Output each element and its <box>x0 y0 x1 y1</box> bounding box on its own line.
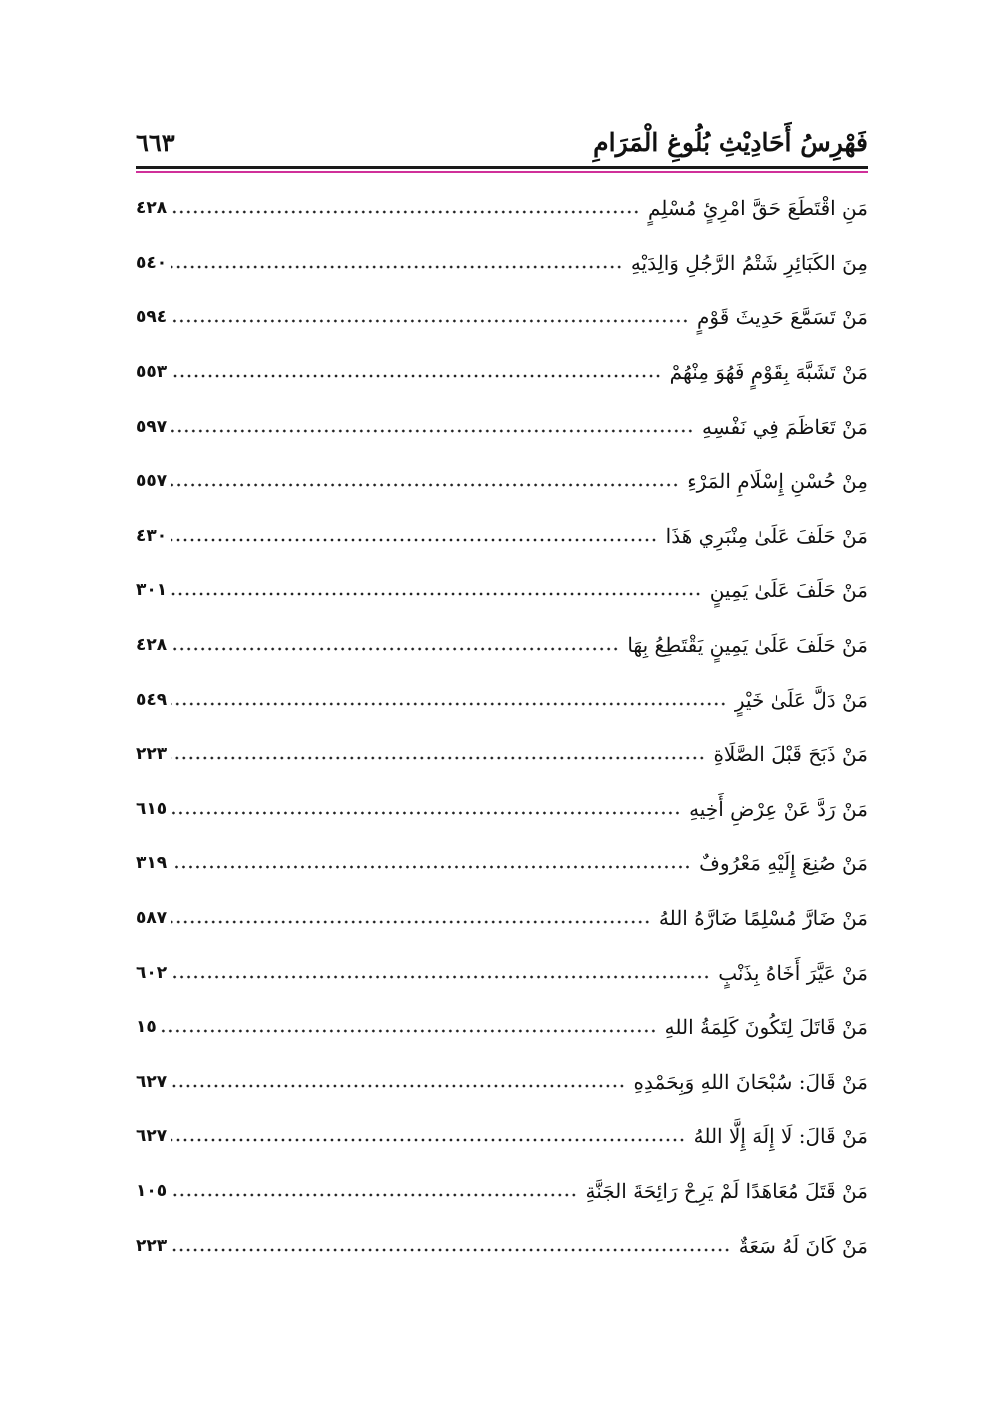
entry-page-number: ٥٤٠ <box>136 252 168 273</box>
page-number: ٦٦٣ <box>136 127 175 157</box>
entry-page-number: ٦٠٢ <box>136 962 168 983</box>
index-entry <box>136 1164 868 1219</box>
index-entry <box>136 891 868 946</box>
entry-text: مَنْ قَاتَلَ لِتَكُونَ كَلِمَةُ اللهِ <box>664 1015 868 1040</box>
index-entry <box>136 454 868 509</box>
entry-page-number: ٣١٩ <box>136 853 168 874</box>
dot-leader <box>171 1072 625 1092</box>
entry-page-number: ٢٢٣ <box>136 744 168 765</box>
entry-page-number: ٥٩٤ <box>136 307 168 328</box>
entry-page-number: ٣٠١ <box>136 580 168 601</box>
index-entry <box>136 509 868 564</box>
entry-page-number: ٦٢٧ <box>136 1071 168 1092</box>
dot-leader <box>171 580 702 600</box>
entry-text: مَنْ قَتَلَ مُعَاهَدًا لَمْ يَرِحْ رَائِحَةَ الجَنَّةِ <box>585 1178 868 1203</box>
index-entry <box>136 945 868 1000</box>
entry-text: مَنْ ذَبَحَ قَبْلَ الصَّلَاةِ <box>713 742 868 767</box>
entry-text: مَنِ اقْتَطَعَ حَقَّ امْرِئٍ مُسْلِمٍ <box>647 196 868 221</box>
index-entry <box>136 618 868 673</box>
header-divider-accent <box>136 171 868 173</box>
index-entry <box>136 236 868 291</box>
dot-leader <box>171 963 710 983</box>
entry-text: مَنْ تَشَبَّهَ بِقَوْمٍ فَهُوَ مِنْهُمْ <box>669 360 868 385</box>
entry-text: مَنْ عَيَّرَ أَخَاهُ بِذَنْبٍ <box>718 960 868 985</box>
index-entry <box>136 836 868 891</box>
index-entry <box>136 672 868 727</box>
entry-page-number: ٦٢٧ <box>136 1126 168 1147</box>
entry-text: مَنْ تَسَمَّعَ حَدِيثَ قَوْمٍ <box>697 305 868 330</box>
page-header <box>136 122 868 162</box>
index-entry <box>136 1000 868 1055</box>
index-entry <box>136 399 868 454</box>
dot-leader <box>171 198 640 218</box>
dot-leader <box>171 690 727 710</box>
index-entry <box>136 1055 868 1110</box>
index-entry <box>136 345 868 400</box>
hadith-index-list <box>136 181 868 1273</box>
dot-leader <box>171 1126 685 1146</box>
dot-leader <box>171 1236 731 1256</box>
entry-page-number: ٢٢٣ <box>136 1235 168 1256</box>
dot-leader <box>171 253 623 273</box>
entry-text: مَنْ دَلَّ عَلَىٰ خَيْرٍ <box>734 687 868 712</box>
entry-page-number: ٦١٥ <box>136 798 168 819</box>
dot-leader <box>171 471 679 491</box>
index-entry <box>136 727 868 782</box>
entry-page-number: ٥٨٧ <box>136 908 168 929</box>
entry-text: مَنْ ضَارَّ مُسْلِمًا ضَارَّهُ اللهُ <box>658 906 868 931</box>
entry-page-number: ١٠٥ <box>136 1180 168 1201</box>
dot-leader <box>171 799 681 819</box>
header-divider <box>136 166 868 169</box>
entry-page-number: ٥٥٧ <box>136 471 168 492</box>
dot-leader <box>171 307 689 327</box>
dot-leader <box>171 362 662 382</box>
dot-leader <box>171 417 694 437</box>
entry-text: مَنْ حَلَفَ عَلَىٰ يَمِينٍ <box>709 578 868 603</box>
entry-text: مَنْ حَلَفَ عَلَىٰ يَمِينٍ يَقْتَطِعُ بِهَا <box>627 633 868 658</box>
dot-leader <box>171 744 705 764</box>
index-entry <box>136 782 868 837</box>
index-entry <box>136 1109 868 1164</box>
entry-page-number: ١٥ <box>136 1017 157 1038</box>
entry-text: مِنْ حُسْنِ إِسْلَامِ المَرْءِ <box>687 469 868 494</box>
entry-page-number: ٤٣٠ <box>136 525 168 546</box>
entry-text: مَنْ كَانَ لَهُ سَعَةٌ <box>738 1233 868 1258</box>
index-entry <box>136 1218 868 1273</box>
entry-page-number: ٥٤٩ <box>136 689 168 710</box>
dot-leader <box>171 1181 577 1201</box>
page-title: فَهْرِسُ أَحَادِيْثِ بُلُوغِ الْمَرَامِ <box>593 127 868 157</box>
index-entry <box>136 181 868 236</box>
entry-page-number: ٤٢٨ <box>136 635 168 656</box>
entry-page-number: ٥٩٧ <box>136 416 168 437</box>
dot-leader <box>171 526 658 546</box>
dot-leader <box>171 635 619 655</box>
index-entry <box>136 563 868 618</box>
entry-text: مَنْ قَالَ: لَا إِلَهَ إِلَّا اللهُ <box>693 1124 868 1149</box>
index-entry <box>136 290 868 345</box>
dot-leader <box>171 908 651 928</box>
entry-text: مَنْ صُنِعَ إِلَيْهِ مَعْرُوفٌ <box>699 851 868 876</box>
entry-text: مَنْ حَلَفَ عَلَىٰ مِنْبَرِي هَذَا <box>665 523 868 548</box>
entry-text: مَنْ تَعَاظَمَ فِي نَفْسِهِ <box>701 414 868 439</box>
dot-leader <box>161 1017 657 1037</box>
entry-text: مِنَ الكَبَائِرِ شَتْمُ الرَّجُلِ وَالِدَيْهِ <box>630 250 868 275</box>
entry-page-number: ٥٥٣ <box>136 362 168 383</box>
entry-text: مَنْ رَدَّ عَنْ عِرْضِ أَخِيهِ <box>689 796 868 821</box>
entry-page-number: ٤٢٨ <box>136 198 168 219</box>
entry-text: مَنْ قَالَ: سُبْحَانَ اللهِ وَبِحَمْدِهِ <box>633 1069 868 1094</box>
dot-leader <box>171 853 691 873</box>
